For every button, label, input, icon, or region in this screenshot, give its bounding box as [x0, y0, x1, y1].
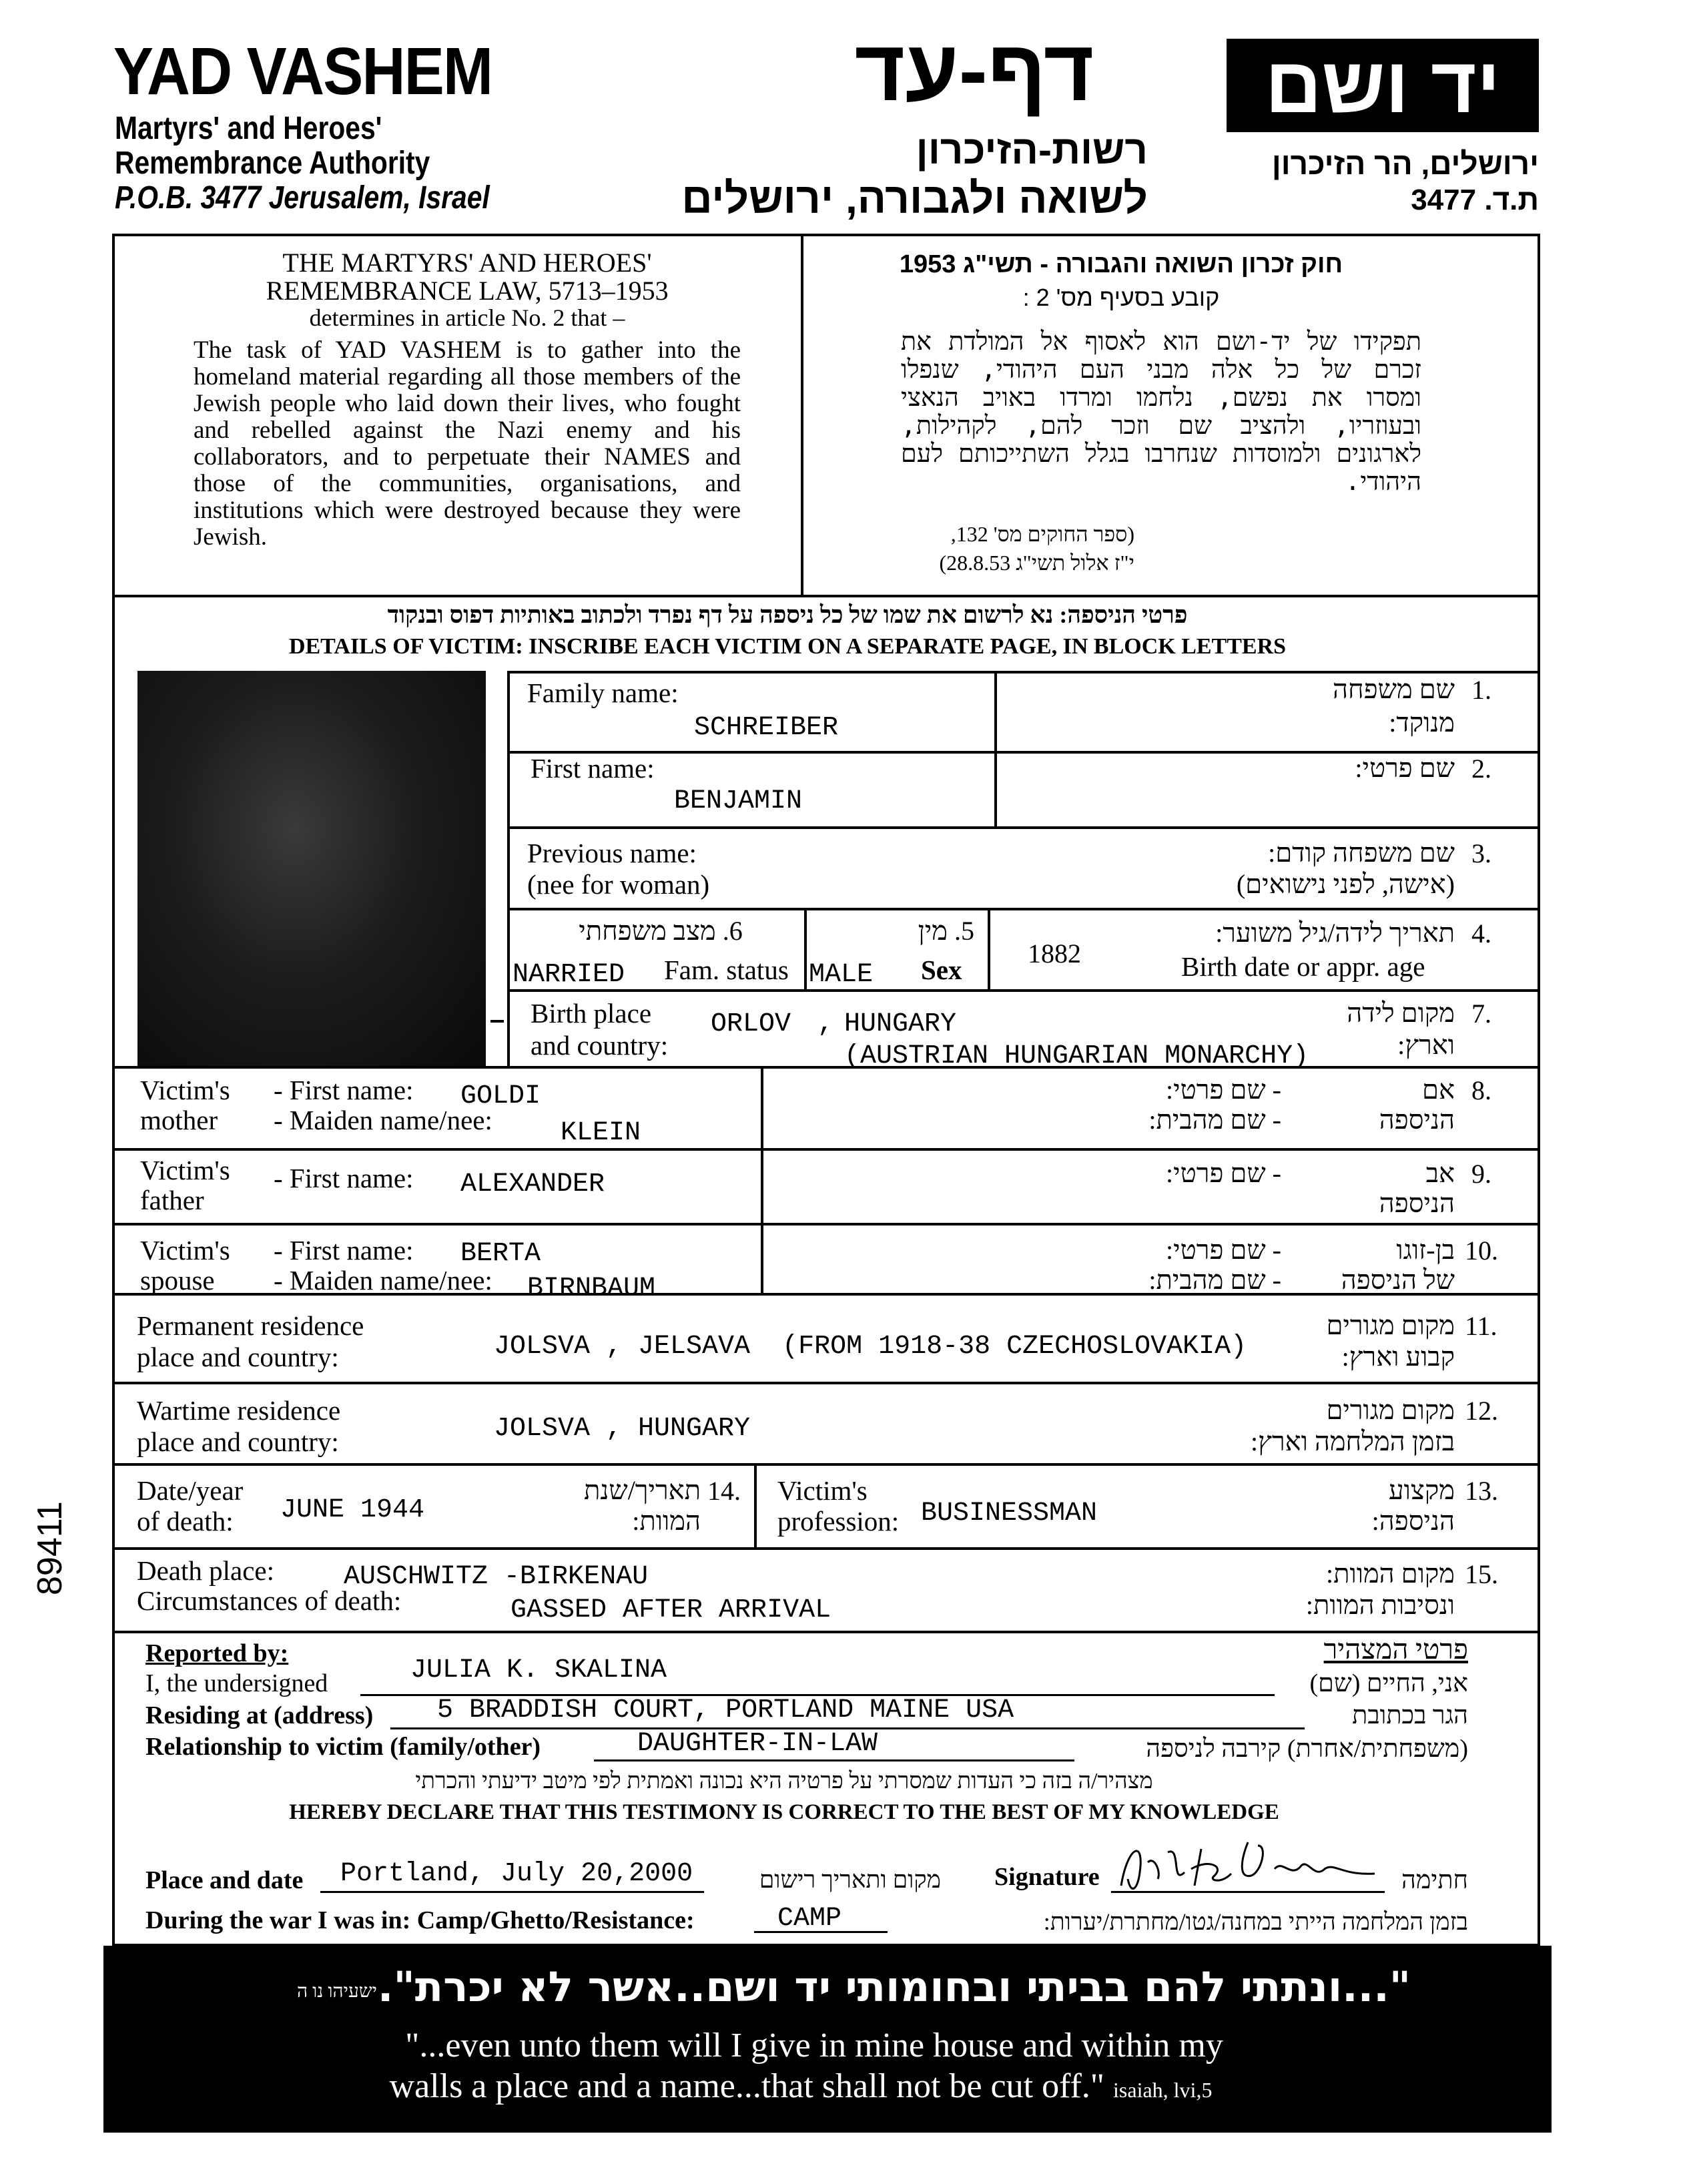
law-bottom-rule — [112, 595, 1540, 597]
mother-first-label: - First name: — [274, 1075, 414, 1105]
footer-quote-en-2-text: walls a place and a name...that shall not be cut off." — [389, 2067, 1105, 2105]
signature-label-he: חתימה — [1401, 1866, 1468, 1894]
family-name-label-he-2: מנוקד: — [1389, 708, 1455, 738]
reporter-name-value[interactable]: JULIA K. SKALINA — [410, 1655, 667, 1685]
fam-status-value[interactable]: NARRIED — [513, 960, 625, 990]
profession-label-he: מקצוע — [1389, 1475, 1455, 1505]
wartime-residence-label-he: מקום מגורים — [1326, 1395, 1455, 1425]
fam-status-label-he: 6. מצב משפחתי — [579, 916, 743, 946]
rule-f7-left — [507, 989, 510, 1068]
father-side-label: Victim's — [140, 1155, 230, 1185]
father-side-label-he-2: הניספה — [1379, 1188, 1455, 1218]
law-title-3: determines in article No. 2 that – — [309, 304, 625, 331]
rule-f4-left — [507, 908, 510, 991]
rule-f3-left — [507, 826, 510, 910]
declaration-en: HEREBY DECLARE THAT THIS TESTIMONY IS CORRECT TO THE BEST OF MY KNOWLEDGE — [289, 1800, 1279, 1824]
law-divider — [801, 234, 803, 597]
birth-place-label-2: and country: — [531, 1030, 669, 1061]
profession-label-2: profession: — [777, 1506, 900, 1537]
field-4-num: 4. — [1471, 918, 1491, 948]
mother-first-label-he: - שם פרטי: — [1166, 1075, 1281, 1105]
rule-f4-top — [507, 908, 1540, 910]
first-name-value[interactable]: BENJAMIN — [674, 786, 803, 816]
mother-side-label: Victim's — [140, 1075, 230, 1105]
logo-text-he: יד ושם — [1265, 41, 1501, 129]
footer-source-en: isaiah, lvi,5 — [1113, 2078, 1213, 2102]
father-first-value[interactable]: ALEXANDER — [460, 1169, 605, 1199]
rule-f5-right — [988, 908, 990, 991]
mother-maiden-value[interactable]: KLEIN — [561, 1118, 641, 1148]
spouse-side-label-he-2: של הניספה — [1341, 1265, 1455, 1295]
first-name-label-he: שם פרטי: — [1355, 753, 1455, 783]
field-10-num: 10. — [1465, 1236, 1498, 1266]
footer-quote-en-2 — [160, 2067, 1441, 2106]
death-circ-label: Circumstances of death: — [137, 1585, 402, 1616]
father-first-label-he: - שם פרטי: — [1166, 1158, 1281, 1188]
field-2-num: 2. — [1471, 754, 1491, 784]
death-circ-value[interactable]: GASSED AFTER ARRIVAL — [511, 1595, 831, 1625]
place-date-value[interactable]: Portland, July 20,2000 — [340, 1859, 693, 1889]
family-name-label: Family name: — [527, 677, 679, 708]
field-8-num: 8. — [1471, 1075, 1491, 1105]
mother-first-value[interactable]: GOLDI — [460, 1081, 541, 1111]
wartime-residence-label: Wartime residence — [137, 1395, 341, 1426]
profession-value[interactable]: BUSINESSMAN — [921, 1498, 1098, 1529]
father-first-label: - First name: — [274, 1163, 414, 1193]
place-date-label-he: מקום ותאריך רישום — [759, 1866, 941, 1893]
address-label: Residing at (address) — [145, 1701, 374, 1729]
spouse-first-label: - First name: — [274, 1235, 414, 1266]
death-date-label: Date/year — [137, 1475, 244, 1506]
mother-side-label-2: mother — [140, 1105, 218, 1135]
law-title-he-2: קובע בסעיף מס' 2 : — [1022, 284, 1220, 311]
first-name-label: First name: — [531, 753, 655, 784]
birth-date-value[interactable]: 1882 — [1028, 938, 1081, 969]
authority-he-1: רשות-הזיכרון — [916, 127, 1148, 172]
victim-header-he: פרטי הניספה: נא לרשום את שמו של כל ניספה על דף נפרד ולכתוב באותיות דפוס ובנקוד — [387, 601, 1188, 628]
reported-by-label-he: פרטי המצהיר — [1323, 1635, 1468, 1665]
signature-line — [1111, 1891, 1385, 1893]
photo-dash — [490, 1020, 504, 1023]
previous-name-label-he-2: (אישה, לפני נישואים) — [1236, 869, 1455, 899]
field-3-num: 3. — [1471, 838, 1491, 868]
sex-label-he: 5. מין — [918, 916, 974, 946]
field-7-num: 7. — [1471, 999, 1491, 1029]
birth-country-value[interactable]: HUNGARY — [844, 1009, 957, 1039]
relationship-line — [594, 1759, 1074, 1761]
law-ref-he-2: י"ז אלול תשי"ג 28.8.53) — [939, 551, 1134, 575]
law-title-1: THE MARTYRS' AND HEROES' — [282, 248, 652, 278]
rule-f12-top — [112, 1382, 1540, 1384]
address-label-he: הגר בכתובת — [1352, 1701, 1468, 1729]
law-title-he-1: חוק זכרון השואה והגבורה - תשי"ג 1953 — [899, 250, 1343, 278]
war-location-value[interactable]: CAMP — [777, 1904, 842, 1934]
spouse-side-label: Victim's — [140, 1235, 230, 1266]
fam-status-label: Fam. status — [664, 954, 789, 985]
profession-label: Victim's — [777, 1475, 868, 1506]
birth-place-label-he-2: וארץ: — [1397, 1030, 1455, 1060]
law-body-he: תפקידו של יד-ושם הוא לאסוף אל המולדת את זכרם של כל אלה מבני העם היהודי, שנפלו ומסרו את נפשם, נלחמו ומרדו באויב הנאצי ובעוזריו, ולהציב שם וזכר להם, לקהילות, לארגונים ולמוסדות שנחרבו בגלל השתייכותם לעם היהודי. — [901, 326, 1421, 496]
father-side-label-he: אב — [1425, 1158, 1455, 1188]
rule-f3-top — [507, 826, 1540, 829]
spouse-first-label-he: - שם פרטי: — [1166, 1235, 1281, 1265]
law-body-en: The task of YAD VASHEM is to gather into the homeland material regarding all those members of the Jewish people who laid down their lives, who fought and rebelled against the Nazi enemy and his collaborators, and to perpetuate their NAMES and those of the communities, organisations, and institutions which were destroyed because they were Jewish. — [194, 336, 741, 551]
birth-place-sep: , — [817, 1009, 834, 1039]
mother-side-label-he: אם — [1422, 1075, 1455, 1105]
signature-label: Signature — [994, 1863, 1100, 1891]
birth-place-label-he: מקום לידה — [1347, 998, 1455, 1028]
death-date-label-2: of death: — [137, 1506, 234, 1537]
declaration-he: מצהיר/ה בזה כי העדות שמסרתי על פרטיה היא נכונה ואמתית לפי מיטב ידיעתי והכרתי — [415, 1769, 1153, 1794]
death-place-label: Death place: — [137, 1555, 275, 1586]
rule-f15-top — [112, 1547, 1540, 1550]
undersigned-label: I, the undersigned — [145, 1669, 328, 1697]
rule-f13-top — [112, 1463, 1540, 1466]
rule-f7-top — [507, 989, 1540, 992]
spouse-maiden-label-he: - שם מהבית: — [1148, 1265, 1281, 1295]
family-name-label-he: שם משפחה — [1333, 674, 1455, 704]
place-date-label: Place and date — [145, 1866, 304, 1894]
footer-source-he: ישעיהו נו ה — [297, 1981, 377, 2002]
sex-label: Sex — [921, 954, 962, 985]
address-he-2: ת.ד. 3477 — [1411, 184, 1539, 216]
previous-name-label-2: (nee for woman) — [527, 869, 710, 900]
spouse-side-label-he: בן-זוגו — [1396, 1235, 1455, 1265]
field-12-num: 12. — [1465, 1396, 1498, 1426]
org-line-2: Remembrance Authority — [115, 146, 430, 181]
sex-value[interactable]: MALE — [809, 960, 874, 990]
address-he-1: ירושלים, הר הזיכרון — [1271, 146, 1539, 181]
death-circ-label-he: ונסיבות המוות: — [1305, 1590, 1455, 1620]
footer-quote-en-1: "...even unto them will I give in mine house and within my — [405, 2026, 1223, 2065]
field-11-num: 11. — [1465, 1311, 1497, 1341]
place-date-line — [320, 1891, 704, 1893]
form-title-he: דף-עד — [854, 21, 1094, 119]
birth-place-label: Birth place — [531, 998, 652, 1029]
org-line-1: Martyrs' and Heroes' — [115, 111, 382, 146]
side-stamp-number: 89411 — [31, 1501, 69, 1595]
rule-f8-top — [112, 1066, 1540, 1069]
reporter-address-value[interactable]: 5 BRADDISH COURT, PORTLAND MAINE USA — [437, 1695, 1014, 1725]
rule-mid — [994, 671, 997, 828]
perm-residence-label-he: מקום מגורים — [1326, 1310, 1455, 1340]
relationship-label-he: (משפחתית/אחרת) קירבה לניספה — [1146, 1735, 1468, 1763]
spouse-side-label-2: spouse — [140, 1265, 215, 1296]
family-name-value[interactable]: SCHREIBER — [694, 713, 839, 743]
death-place-value[interactable]: AUSCHWITZ -BIRKENAU — [344, 1562, 649, 1592]
death-date-label-he: תאריך/שנת — [583, 1475, 701, 1505]
previous-name-label-he: שם משפחה קודם: — [1268, 838, 1455, 868]
spouse-maiden-label: - Maiden name/nee: — [274, 1265, 492, 1296]
mother-side-label-he-2: הניספה — [1379, 1105, 1455, 1135]
rule-f14-divider — [754, 1463, 757, 1549]
field-1-num: 1. — [1471, 675, 1491, 705]
victim-photo — [137, 671, 486, 1066]
wartime-residence-label-he-2: בזמן המלחמה וארץ: — [1251, 1426, 1455, 1456]
org-line-3: P.O.B. 3477 Jerusalem, Israel — [115, 180, 490, 216]
perm-residence-value[interactable]: JOLSVA , JELSAVA (FROM 1918-38 CZECHOSLOVAKIA) — [494, 1332, 1247, 1362]
rule-f5-left — [804, 908, 807, 991]
field-13-num: 13. — [1465, 1476, 1498, 1506]
undersigned-label-he: אני, החיים (שם) — [1309, 1669, 1468, 1697]
wartime-residence-value[interactable]: JOLSVA , HUNGARY — [494, 1414, 751, 1444]
org-name: YAD VASHEM — [113, 34, 492, 109]
mother-maiden-label-he: - שם מהבית: — [1148, 1105, 1281, 1135]
perm-residence-label-he-2: קבוע וארץ: — [1341, 1342, 1455, 1372]
war-location-label: During the war I was in: Camp/Ghetto/Resistance: — [145, 1906, 695, 1934]
law-title-2: REMEMBRANCE LAW, 5713–1953 — [266, 276, 669, 306]
relationship-value[interactable]: DAUGHTER-IN-LAW — [637, 1729, 878, 1759]
rule-f1-top — [507, 671, 1540, 673]
rule-f2-left — [507, 751, 510, 831]
birth-date-label: Birth date or appr. age — [1181, 951, 1425, 982]
father-side-label-2: father — [140, 1185, 204, 1215]
mother-maiden-label: - Maiden name/nee: — [274, 1105, 492, 1135]
reported-by-label: Reported by: — [145, 1639, 289, 1667]
spouse-first-value[interactable]: BERTA — [460, 1239, 541, 1269]
death-date-label-he-2: המוות: — [632, 1506, 701, 1536]
spouse-maiden-value[interactable]: BIRNBAUM — [527, 1274, 656, 1304]
birth-country-note: (AUSTRIAN HUNGARIAN MONARCHY) — [844, 1041, 1309, 1071]
footer-quote-he: "...ונתתי להם בביתי ובחומותי יד ושם..אשר לא יכרת". — [377, 1962, 1411, 2011]
birth-date-label-he: תאריך לידה/גיל משוער: — [1215, 918, 1455, 948]
rule-f9-top — [112, 1148, 1540, 1151]
law-ref-he-1: (ספר החוקים מס' 132, — [950, 522, 1134, 546]
victim-header-en: DETAILS OF VICTIM: INSCRIBE EACH VICTIM ON A SEPARATE PAGE, IN BLOCK LETTERS — [288, 634, 1287, 659]
death-date-value[interactable]: JUNE 1944 — [280, 1495, 425, 1525]
field-15-num: 15. — [1465, 1559, 1498, 1589]
field-9-num: 9. — [1471, 1159, 1491, 1189]
wartime-residence-label-2: place and country: — [137, 1426, 339, 1457]
rule-reporter-top — [112, 1631, 1540, 1633]
perm-residence-label-2: place and country: — [137, 1342, 339, 1372]
death-place-label-he: מקום המוות: — [1325, 1559, 1455, 1589]
rule-f8-mid — [761, 1066, 763, 1293]
profession-label-he-2: הניספה: — [1371, 1506, 1455, 1536]
rule-f1-left — [507, 671, 510, 752]
rule-f10-top — [112, 1223, 1540, 1225]
previous-name-label: Previous name: — [527, 838, 697, 868]
birth-place-value[interactable]: ORLOV — [711, 1009, 791, 1039]
war-location-label-he: בזמן המלחמה הייתי במחנה/גטו/מחתרת/יערות: — [1043, 1908, 1468, 1935]
authority-he-2: לשואה ולגבורה, ירושלים — [681, 174, 1148, 222]
field-14-num: 14. — [707, 1476, 741, 1506]
perm-residence-label: Permanent residence — [137, 1310, 364, 1341]
relationship-label: Relationship to victim (family/other) — [145, 1733, 541, 1761]
